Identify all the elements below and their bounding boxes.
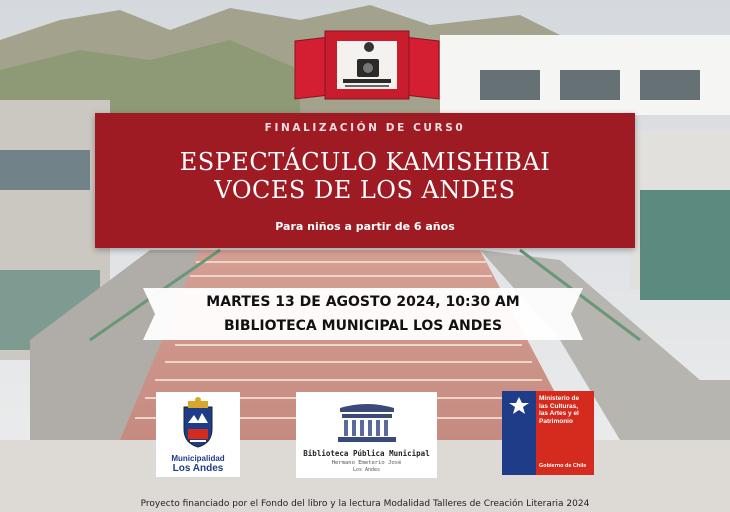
funding-footer: Proyecto financiado por el Fondo del libro y la lectura Modalidad Talleres de Creación Literaria 2024 <box>140 499 590 509</box>
ministerio-name-line1: Ministerio de <box>539 395 580 402</box>
municipalidad-logo <box>156 392 240 477</box>
event-title-line2: VOCES DE LOS ANDES <box>214 176 516 204</box>
municipalidad-name-line2: Los Andes <box>172 463 224 474</box>
ministerio-name-line3: las Artes y el <box>539 410 579 417</box>
kamishibai-theater-icon <box>293 25 441 100</box>
event-date-time: MARTES 13 DE AGOSTO 2024, 10:30 AM <box>206 294 520 310</box>
event-title <box>0 148 730 204</box>
ministerio-name-line4: Patrimonio <box>539 417 573 425</box>
ministerio-logo <box>502 391 594 475</box>
audience-text: Para niños a partir de 6 años <box>275 220 455 233</box>
gobierno-label: Gobierno de Chile <box>539 463 587 469</box>
biblioteca-name-line1: Biblioteca Pública Municipal <box>303 449 430 458</box>
coat-of-arms-icon <box>180 397 216 449</box>
event-venue: BIBLIOTECA MUNICIPAL LOS ANDES <box>223 318 503 334</box>
chile-coat-of-arms-icon <box>506 395 532 417</box>
ministerio-name-line2: las Culturas, <box>539 402 579 410</box>
biblioteca-name-line3: Los Andes <box>352 467 381 473</box>
event-tagline: FINALIZACIÓN DE CURS0 <box>264 122 466 134</box>
municipalidad-name-line1: Municipalidad <box>171 454 225 463</box>
library-building-icon <box>336 400 398 444</box>
ministerio-name <box>539 395 579 425</box>
biblioteca-name-line2: Hermano Emeterio José <box>331 460 402 466</box>
biblioteca-logo <box>296 392 437 478</box>
event-title-line1: ESPECTÁCULO KAMISHIBAI <box>179 148 551 176</box>
